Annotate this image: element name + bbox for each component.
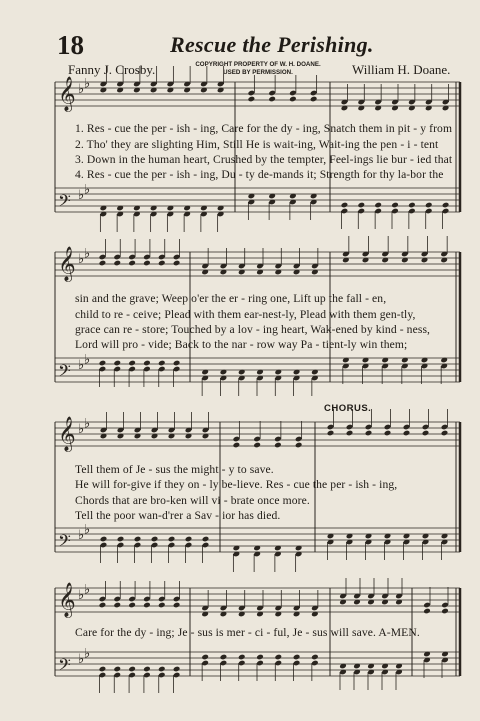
note-head	[128, 602, 136, 609]
note-head	[117, 536, 125, 543]
note-head	[128, 260, 136, 267]
note-head	[233, 442, 241, 449]
note-head	[295, 442, 303, 449]
lyric-line: 3. Down in the human heart, Crushed by the tempter, Feel-ings lie bur - ied that	[75, 153, 453, 166]
flat-icon: ♭	[78, 251, 85, 267]
note-head	[341, 202, 349, 209]
note-head	[289, 96, 297, 103]
note-head	[128, 666, 136, 673]
note-head	[173, 260, 181, 267]
note-head	[201, 654, 209, 661]
lyric-line: Tell them of Je - sus the might - y to save.	[75, 463, 274, 476]
lyric-line: sin and the grave; Weep o'er the er - ring one, Lift up the fall - en,	[75, 292, 387, 305]
flat-icon: ♭	[78, 587, 85, 603]
note-head	[274, 654, 282, 661]
note-head	[158, 602, 166, 609]
note-head	[99, 666, 107, 673]
note-head	[391, 202, 399, 209]
note-head	[128, 360, 136, 367]
hymn-number: 18	[57, 30, 84, 60]
lyric-line: Lord will pro - vide; Back to the nar - row way Pa - tient-ly win them;	[75, 338, 408, 351]
note-head	[357, 202, 365, 209]
flat-icon: ♭	[84, 646, 91, 662]
lyric-line: grace can re - store; Touched by a lov - ing heart, Wak-ened by kind - ness,	[75, 323, 431, 336]
note-head	[143, 666, 151, 673]
flat-icon: ♭	[84, 582, 91, 598]
lyric-line: child to re - ceive; Plead with them ear-nest-ly, Plead with them gen-tly,	[75, 308, 416, 321]
note-head	[293, 654, 301, 661]
flat-icon: ♭	[84, 522, 91, 538]
bass-clef-icon: 𝄢	[58, 190, 71, 215]
bass-clef-icon: 𝄢	[58, 530, 71, 555]
lyric-line: 1. Res - cue the per - ish - ing, Care for the dy - ing, Snatch them in pit - y from	[75, 122, 453, 135]
bass-clef-icon: 𝄢	[58, 654, 71, 679]
note-head	[185, 536, 193, 543]
flat-icon: ♭	[84, 416, 91, 432]
note-head	[408, 202, 416, 209]
note-head	[202, 536, 210, 543]
treble-clef-icon: 𝄞	[58, 246, 76, 282]
note-head	[423, 608, 431, 615]
note-head	[441, 430, 449, 437]
flat-icon: ♭	[78, 651, 85, 667]
permission-line: USED BY PERMISSION.	[223, 68, 293, 76]
bass-clef-icon: 𝄢	[58, 360, 71, 385]
note-head	[158, 360, 166, 367]
flat-icon: ♭	[78, 357, 85, 373]
flat-icon: ♭	[78, 421, 85, 437]
note-head	[143, 260, 151, 267]
note-head	[253, 442, 261, 449]
note-head	[248, 96, 256, 103]
note-head	[311, 654, 319, 661]
flat-icon: ♭	[84, 352, 91, 368]
note-head	[274, 442, 282, 449]
note-head	[143, 360, 151, 367]
note-head	[143, 602, 151, 609]
note-head	[442, 202, 450, 209]
note-head	[168, 536, 176, 543]
copyright-line: COPYRIGHT PROPERTY OF W. H. DOANE.	[195, 61, 321, 68]
note-head	[113, 260, 121, 267]
note-head	[158, 260, 166, 267]
note-head	[113, 360, 121, 367]
flat-icon: ♭	[78, 81, 85, 97]
note-head	[220, 654, 228, 661]
note-head	[100, 536, 108, 543]
note-head	[374, 202, 382, 209]
note-head	[99, 360, 107, 367]
hymn-title: Rescue the Perishing.	[170, 32, 374, 57]
lyricist-credit: Fanny J. Crosby.	[68, 62, 156, 77]
treble-clef-icon: 𝄞	[58, 76, 76, 112]
flat-icon: ♭	[78, 527, 85, 543]
note-head	[113, 602, 121, 609]
chorus-label: CHORUS.	[324, 403, 372, 414]
note-head	[268, 96, 276, 103]
note-head	[173, 666, 181, 673]
note-head	[403, 430, 411, 437]
note-head	[422, 430, 430, 437]
treble-clef-icon: 𝄞	[58, 582, 76, 618]
flat-icon: ♭	[84, 246, 91, 262]
lyric-line: 2. Tho' they are slighting Him, Still He is wait-ing, Wait-ing the pen - i - tent	[75, 138, 439, 151]
flat-icon: ♭	[78, 187, 85, 203]
lyric-line: He will for-give if they on - ly be-lieve. Res - cue the per - ish - ing,	[75, 478, 398, 491]
treble-clef-icon: 𝄞	[58, 416, 76, 452]
note-head	[365, 430, 373, 437]
note-head	[173, 360, 181, 367]
flat-icon: ♭	[84, 182, 91, 198]
note-head	[99, 602, 107, 609]
note-head	[346, 430, 354, 437]
lyric-line: Tell the poor wan-d'rer a Sav - ior has died.	[75, 509, 281, 522]
lyric-line: Care for the dy - ing; Je - sus is mer - ci - ful, Je - sus will save. A-MEN.	[75, 626, 420, 639]
note-head	[113, 666, 121, 673]
note-head	[384, 430, 392, 437]
note-head	[151, 536, 159, 543]
note-head	[441, 608, 449, 615]
note-head	[310, 96, 318, 103]
note-head	[425, 202, 433, 209]
lyric-line: 4. Res - cue the per - ish - ing, Du - ty de-mands it; Strength for thy la-bor the	[75, 168, 444, 181]
note-head	[158, 666, 166, 673]
lyric-line: Chords that are bro-ken will vi - brate once more.	[75, 494, 310, 507]
flat-icon: ♭	[84, 76, 91, 92]
composer-credit: William H. Doane.	[352, 62, 451, 77]
note-head	[256, 654, 264, 661]
note-head	[99, 260, 107, 267]
note-head	[134, 536, 142, 543]
note-head	[173, 602, 181, 609]
note-head	[238, 654, 246, 661]
note-head	[327, 430, 335, 437]
